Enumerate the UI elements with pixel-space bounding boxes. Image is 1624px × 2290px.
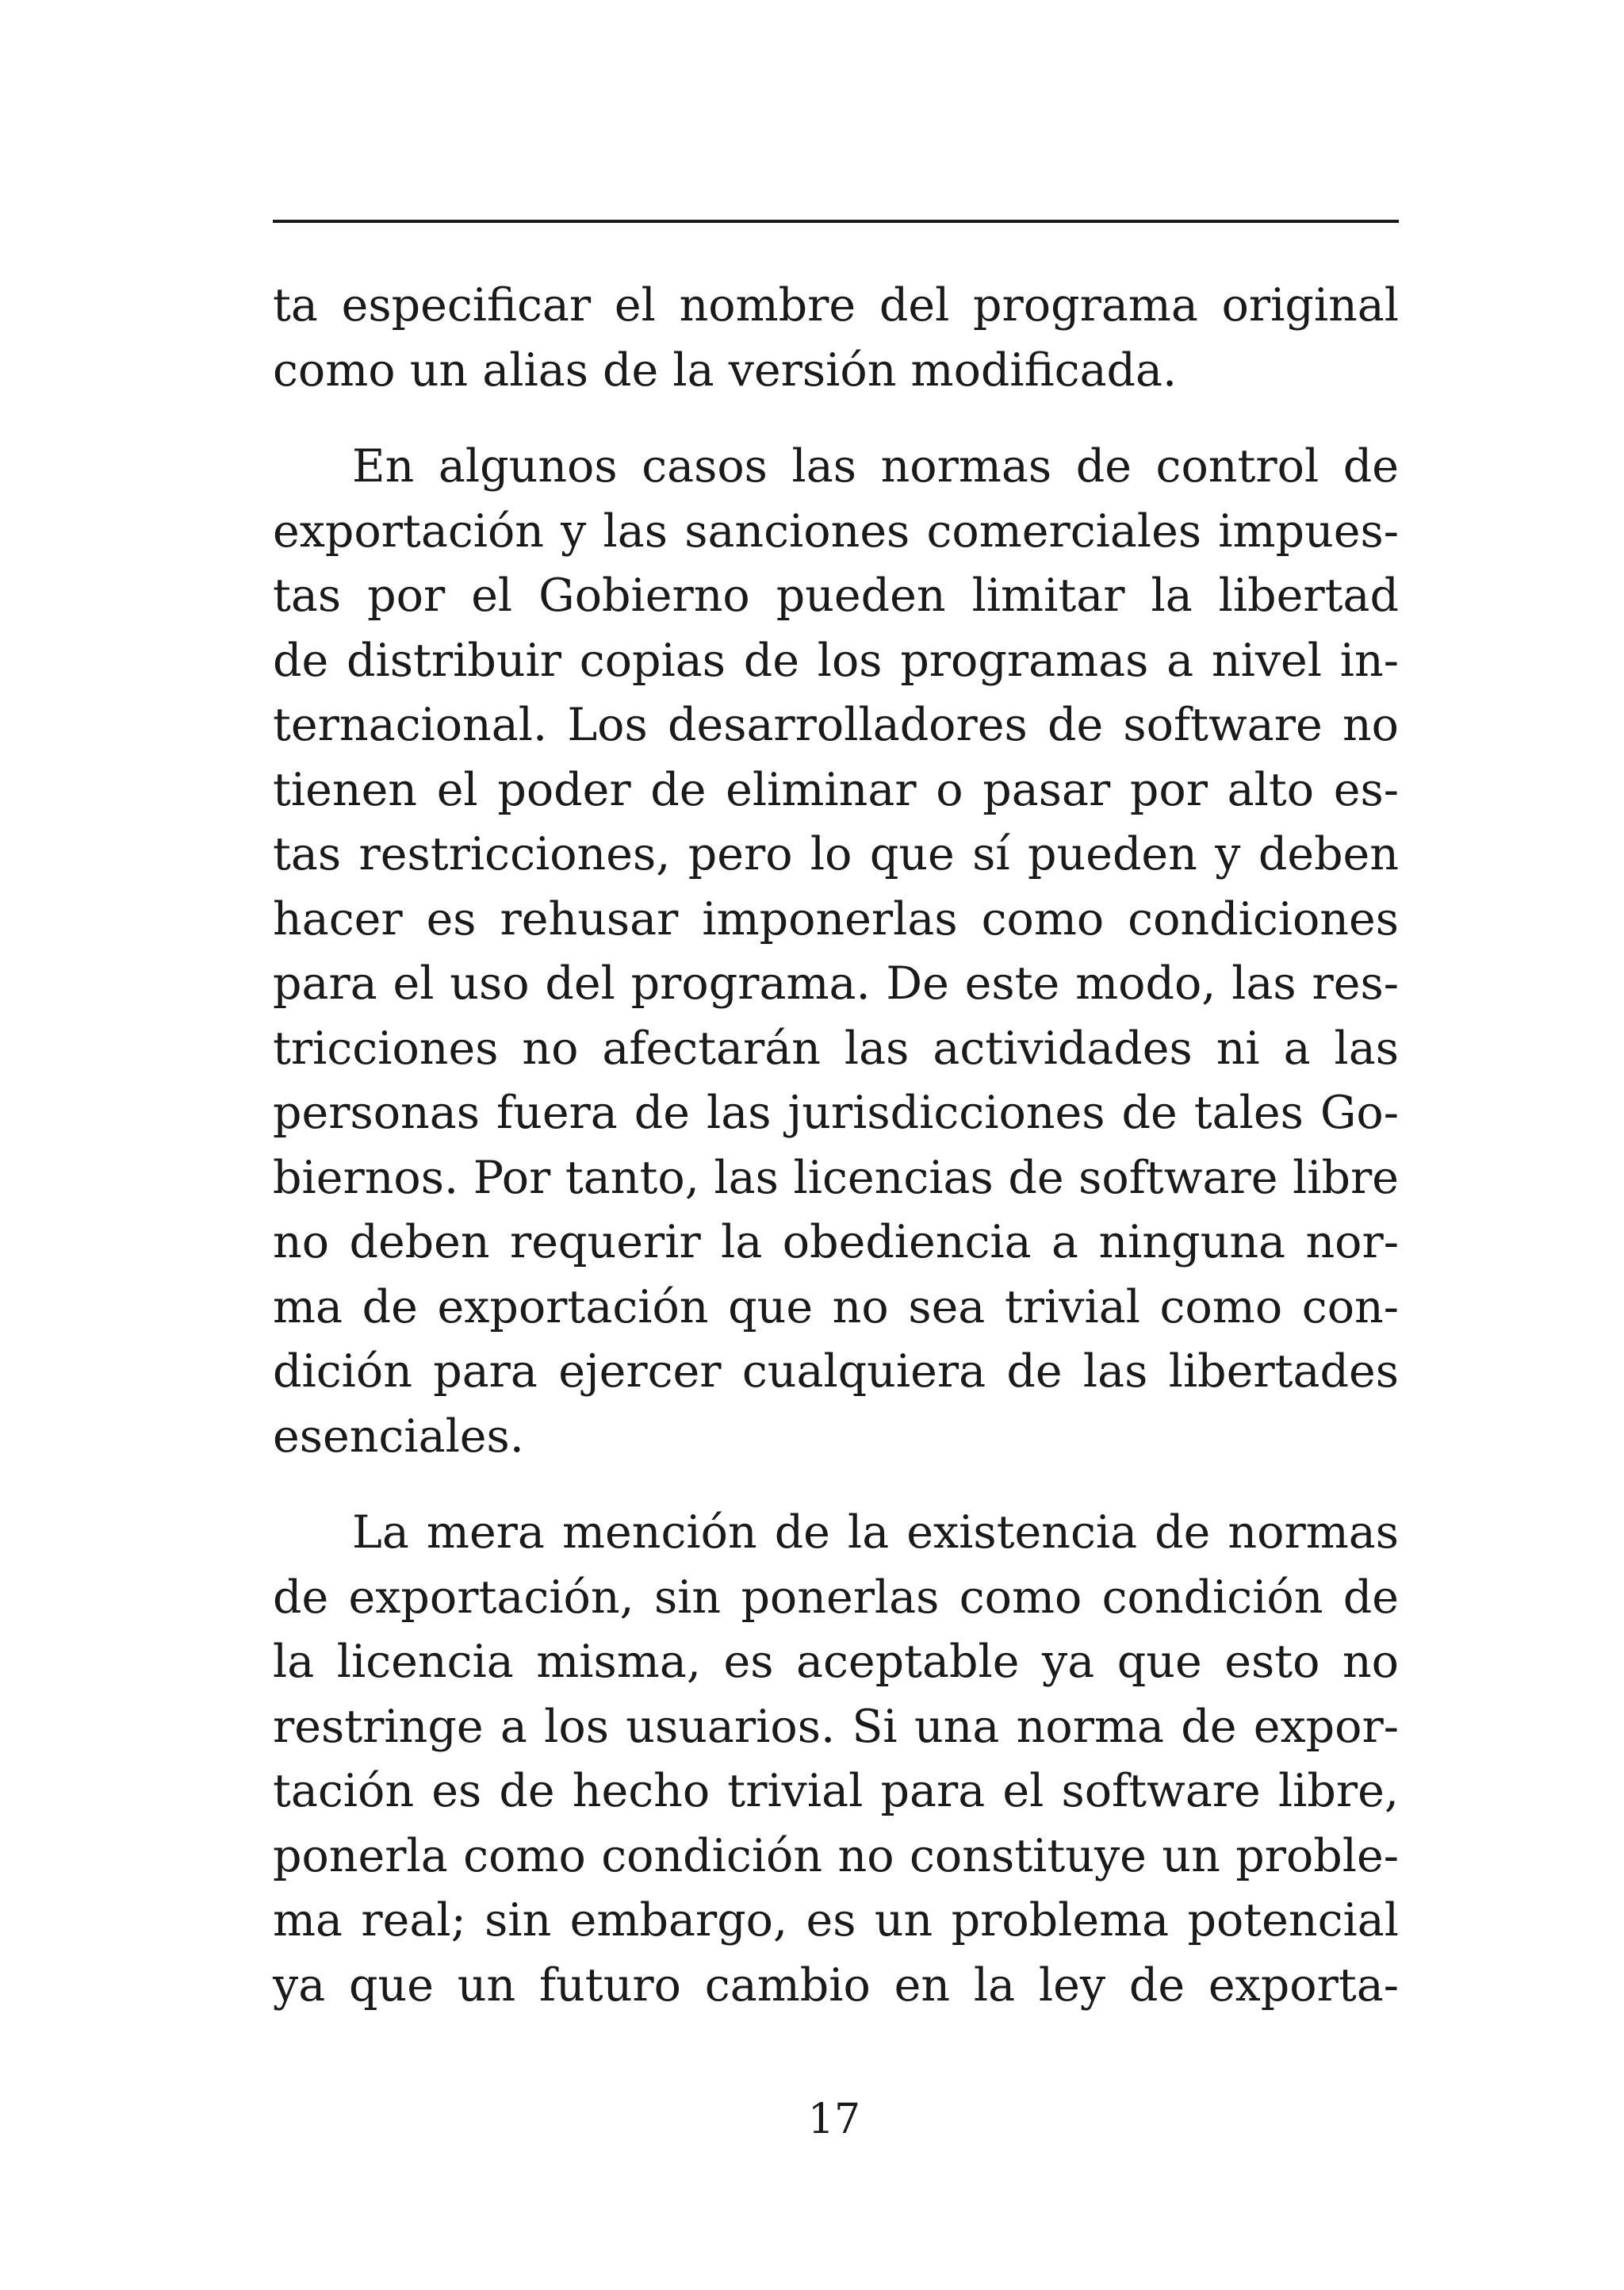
text-line: como un alias de la versión modificada. — [273, 343, 1178, 397]
text-line: hacer es rehusar imponerlas como condiciones — [273, 892, 1399, 946]
text-line: restringe a los usuarios. Si una norma de expor- — [273, 1700, 1399, 1753]
text-line: la licencia misma, es aceptable ya que esto no — [273, 1636, 1399, 1688]
text-line: ta especificar el nombre del programa original — [273, 279, 1399, 332]
text-line: no deben requerir la obediencia a ninguna nor- — [273, 1216, 1399, 1268]
text-line: En algunos casos las normas de control de — [352, 440, 1399, 493]
paragraph — [273, 274, 1399, 403]
text-line: tación es de hecho trivial para el software libre, — [273, 1765, 1399, 1817]
text-line: esenciales. — [273, 1410, 524, 1463]
text-line: de distribuir copias de los programas a nivel in- — [273, 634, 1399, 687]
text-line: tricciones no afectarán las actividades ni a las — [273, 1022, 1399, 1075]
text-line: ma de exportación que no sea trivial como con- — [273, 1280, 1399, 1333]
text-line: tas por el Gobierno pueden limitar la libertad — [273, 570, 1399, 622]
text-line: para el uso del programa. De este modo, las res- — [273, 957, 1399, 1010]
paragraph — [273, 435, 1399, 1469]
text-line: ponerla como condición no constituye un proble- — [273, 1829, 1399, 1882]
body-text — [273, 274, 1399, 2018]
text-line: tas restricciones, pero lo que sí pueden y deben — [273, 828, 1399, 880]
text-line: personas fuera de las jurisdicciones de tales Go- — [273, 1087, 1399, 1139]
text-line: biernos. Por tanto, las licencias de software libre — [273, 1151, 1399, 1204]
header-rule — [273, 220, 1399, 223]
page-number: 17 — [807, 2096, 861, 2143]
text-line: exportación y las sanciones comerciales impues- — [273, 504, 1399, 558]
text-line: ternacional. Los desarrolladores de software no — [273, 699, 1399, 751]
text-line: de exportación, sin ponerlas como condición de — [273, 1571, 1399, 1624]
text-line: ma real; sin embargo, es un problema potencial — [273, 1894, 1399, 1947]
text-line: dición para ejercer cualquiera de las libertades — [273, 1345, 1399, 1398]
paragraph — [273, 1501, 1399, 2018]
text-line: tienen el poder de eliminar o pasar por alto es- — [273, 763, 1399, 816]
text-line: La mera mención de la existencia de normas — [352, 1506, 1399, 1559]
text-line: ya que un futuro cambio en la ley de exporta- — [273, 1958, 1399, 2012]
